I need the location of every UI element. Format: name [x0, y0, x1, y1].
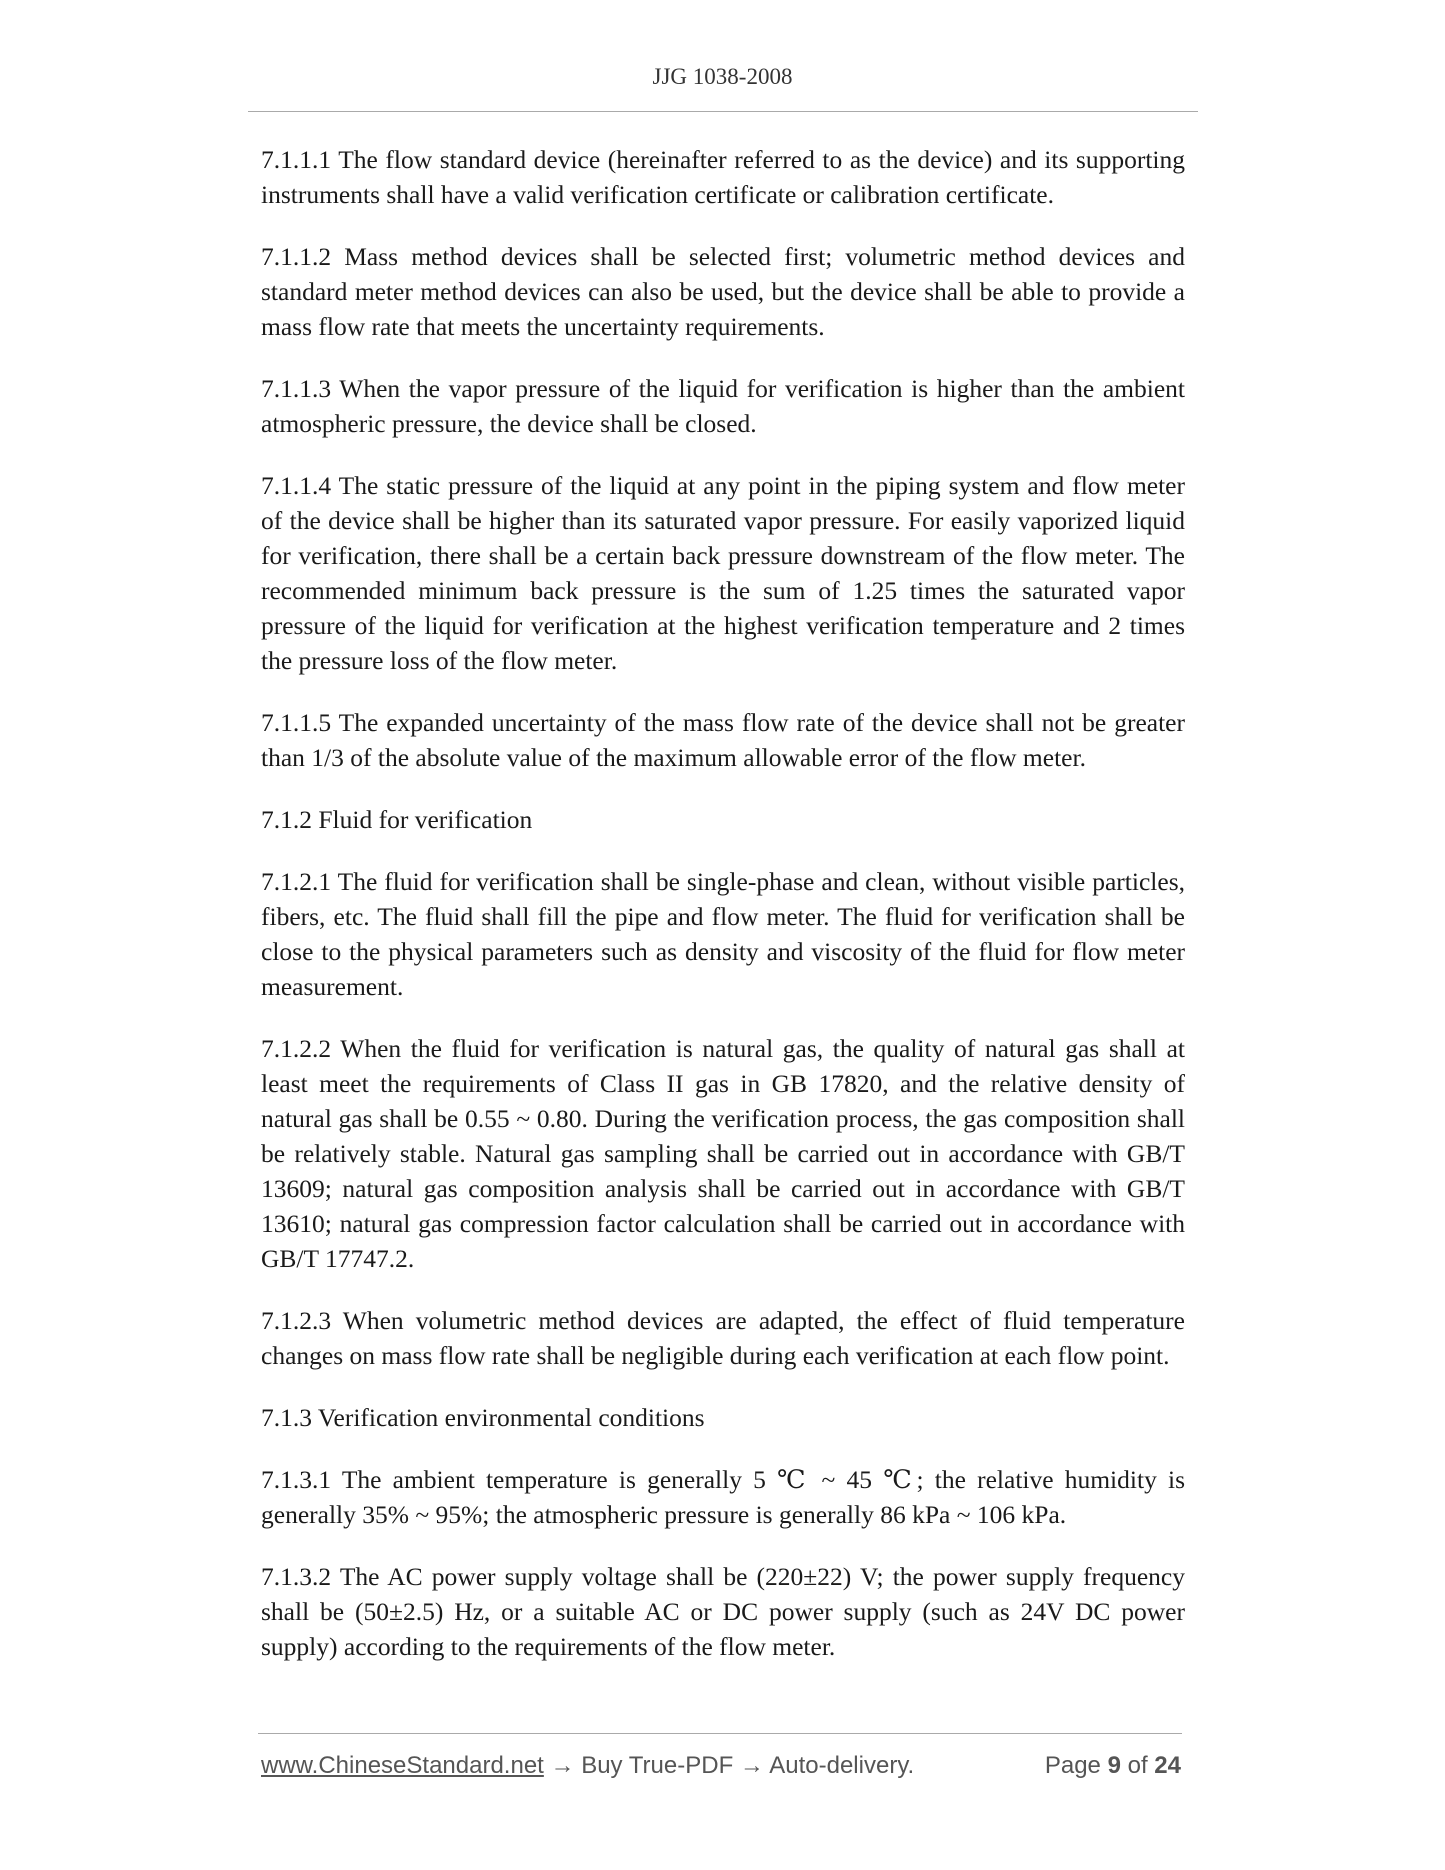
clause-7-1-1-2: 7.1.1.2 Mass method devices shall be selected first; volumetric method devices and standard meter method devices can also be used, but the device shall be able to provide a mass flow rate that meets the uncertainty requirements. — [261, 242, 1185, 341]
current-page-number: 9 — [1107, 1752, 1121, 1779]
buy-true-pdf-text: Buy True-PDF — [581, 1752, 734, 1779]
page-indicator — [1045, 1752, 1181, 1780]
footer-promo — [261, 1752, 914, 1780]
page-label: Page — [1044, 1752, 1101, 1779]
clause-7-1-1-1: 7.1.1.1 The flow standard device (hereinafter referred to as the device) and its supporting instruments shall have a valid verification certificate or calibration certificate. — [261, 145, 1185, 209]
clause-7-1-2-2: 7.1.2.2 When the fluid for verification is natural gas, the quality of natural gas shall at least meet the requirements of Class II gas in GB 17820, and the relative density of natural gas shall be 0.55 ~ 0.80. During the verification process, the gas composition shall be relatively stable. Natural gas sampling shall be carried out in accordance with GB/T 13609; natural gas composition analysis shall be carried out in accordance with GB/T 13610; natural gas compression factor calculation shall be carried out in accordance with GB/T 17747.2. — [261, 1034, 1185, 1273]
clause-7-1-1-4: 7.1.1.4 The static pressure of the liquid at any point in the piping system and flow meter of the device shall be higher than its saturated vapor pressure. For easily vaporized liquid for verification, there shall be a certain back pressure downstream of the flow meter. The recommended minimum back pressure is the sum of 1.25 times the saturated vapor pressure of the liquid for verification at the highest verification temperature and 2 times the pressure loss of the flow meter. — [261, 471, 1185, 675]
document-body — [261, 142, 1185, 1691]
section-heading-7-1-2: 7.1.2 Fluid for verification — [261, 805, 533, 834]
clause-7-1-2-3: 7.1.2.3 When volumetric method devices are adapted, the effect of fluid temperature changes on mass flow rate shall be negligible during each verification at each flow point. — [261, 1306, 1185, 1370]
section-heading-7-1-3: 7.1.3 Verification environmental conditions — [261, 1403, 705, 1432]
clause-7-1-3-2: 7.1.3.2 The AC power supply voltage shall be (220±22) V; the power supply frequency shall be (50±2.5) Hz, or a suitable AC or DC power supply (such as 24V DC power supply) according to the requirements of the flow meter. — [261, 1562, 1185, 1661]
site-link[interactable]: www.ChineseStandard.net — [261, 1752, 544, 1779]
arrow-right-icon: → — [739, 1752, 764, 1779]
clause-7-1-1-5: 7.1.1.5 The expanded uncertainty of the mass flow rate of the device shall not be greater than 1/3 of the absolute value of the maximum allowable error of the flow meter. — [261, 708, 1185, 772]
of-label: of — [1127, 1752, 1148, 1779]
footer-divider — [258, 1733, 1182, 1734]
clause-7-1-3-1: 7.1.3.1 The ambient temperature is generally 5 ℃ ~ 45 ℃; the relative humidity is generally 35% ~ 95%; the atmospheric pressure is generally 86 kPa ~ 106 kPa. — [261, 1465, 1185, 1529]
clause-7-1-1-3: 7.1.1.3 When the vapor pressure of the liquid for verification is higher than the ambient atmospheric pressure, the device shall be closed. — [261, 374, 1185, 438]
document-code-header: JJG 1038-2008 — [652, 64, 793, 89]
auto-delivery-text: Auto-delivery. — [769, 1752, 915, 1779]
arrow-right-icon: → — [550, 1752, 575, 1779]
clause-7-1-2-1: 7.1.2.1 The fluid for verification shall be single-phase and clean, without visible particles, fibers, etc. The fluid shall fill the pipe and flow meter. The fluid for verification shall be close to the physical parameters such as density and viscosity of the fluid for flow meter measurement. — [261, 867, 1185, 1001]
header-divider — [248, 111, 1198, 112]
total-pages: 24 — [1154, 1752, 1181, 1779]
